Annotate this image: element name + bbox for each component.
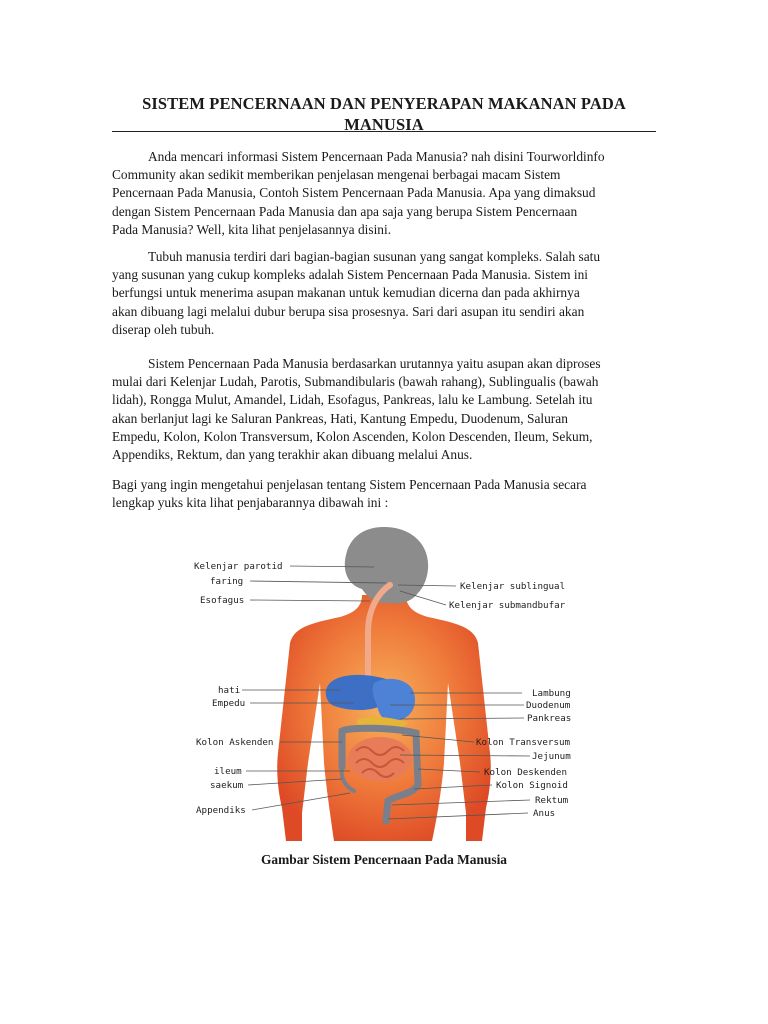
paragraph-line: akan dibuang lagi melalui dubur berupa sisa prosesnya. Sari dari asupan itu sendiri akan [112,303,585,319]
paragraph-line: lengkap yuks kita lihat penjabarannya dibawah ini : [112,495,389,511]
label-kelenjar-parotid: Kelenjar parotid [194,561,283,572]
leader-line [250,600,370,601]
label-kolon-askenden: Kolon Askenden [196,737,274,748]
paragraph-line: mulai dari Kelenjar Ludah, Parotis, Submandibularis (bawah rahang), Sublingualis (bawah [112,374,599,390]
label-saekum: saekum [210,780,244,791]
paragraph-2 [112,248,660,339]
label-kolon-deskenden: Kolon Deskenden [484,767,567,778]
small-intestine [348,737,412,781]
paragraph-line: lidah), Rongga Mulut, Amandel, Lidah, Esofagus, Pankreas, lalu ke Lambung. Setelah itu [112,392,593,408]
label-anus: Anus [533,808,556,819]
title-line-2: MANUSIA [344,115,424,134]
title-divider [112,131,656,132]
label-kelenjar-submandbufar: Kelenjar submandbufar [449,600,566,611]
paragraph-line: Appendiks, Rektum, dan yang terakhir akan dibuang melalui Anus. [112,447,473,463]
paragraph-line: Community akan sedikit memberikan penjelasan mengenai berbagai macam Sistem [112,167,561,183]
page-title [112,93,656,135]
label-empedu: Empedu [212,698,246,709]
paragraph-line: yang susunan yang cukup kompleks adalah Sistem Pencernaan Pada Manusia. Sistem ini [112,267,589,283]
label-esofagus: Esofagus [200,595,245,606]
paragraph-4 [112,476,660,512]
label-jejunum: Jejunum [532,751,571,762]
paragraph-line: Pada Manusia? Well, kita lihat penjelasannya disini. [112,221,392,237]
digestive-system-figure [190,523,585,850]
label-pankreas: Pankreas [527,713,572,724]
title-line-1: SISTEM PENCERNAAN DAN PENYERAPAN MAKANAN PADA [142,94,626,113]
paragraph-line: dengan Sistem Pencernaan Pada Manusia dan apa saja yang berupa Sistem Pencernaan [112,203,578,219]
paragraph-line: Empedu, Kolon, Kolon Transversum, Kolon Ascenden, Kolon Descenden, Ileum, Sekum, [112,428,593,444]
label-rektum: Rektum [535,795,569,806]
figure-caption: Gambar Sistem Pencernaan Pada Manusia [261,852,507,867]
paragraph-line: Bagi yang ingin mengetahui penjelasan tentang Sistem Pencernaan Pada Manusia secara [112,477,587,492]
label-hati: hati [218,685,241,696]
digestive-system-illustration [190,523,585,850]
label-lambung: Lambung [532,688,571,699]
paragraph-line: diserap oleh tubuh. [112,321,215,337]
paragraph-line: berfungsi untuk menerima asupan makanan untuk kemudian dicerna dan pada akhirnya [112,285,580,301]
label-ileum: ileum [214,766,242,777]
paragraph-line: Tubuh manusia terdiri dari bagian-bagian susunan yang sangat kompleks. Salah satu [148,249,601,264]
paragraph-line: Sistem Pencernaan Pada Manusia berdasarkan urutannya yaitu asupan akan diproses [148,356,601,371]
paragraph-line: Pencernaan Pada Manusia, Contoh Sistem Pencernaan Pada Manusia. Apa yang dimaksud [112,185,596,201]
paragraph-1 [112,148,660,239]
paragraph-line: akan berlanjut lagi ke Saluran Pankreas, Hati, Kantung Empedu, Duodenum, Saluran [112,410,568,426]
paragraph-3 [112,355,660,464]
label-duodenum: Duodenum [526,700,571,711]
label-appendiks: Appendiks [196,805,246,816]
label-kolon-signoid: Kolon Signoid [496,780,568,791]
label-kolon-transversum: Kolon Transversum [476,737,571,748]
label-kelenjar-sublingual: Kelenjar sublingual [460,581,566,592]
paragraph-line: Anda mencari informasi Sistem Pencernaan Pada Manusia? nah disini Tourworldinfo [148,149,605,164]
label-faring: faring [210,576,244,587]
head-silhouette [345,527,428,604]
